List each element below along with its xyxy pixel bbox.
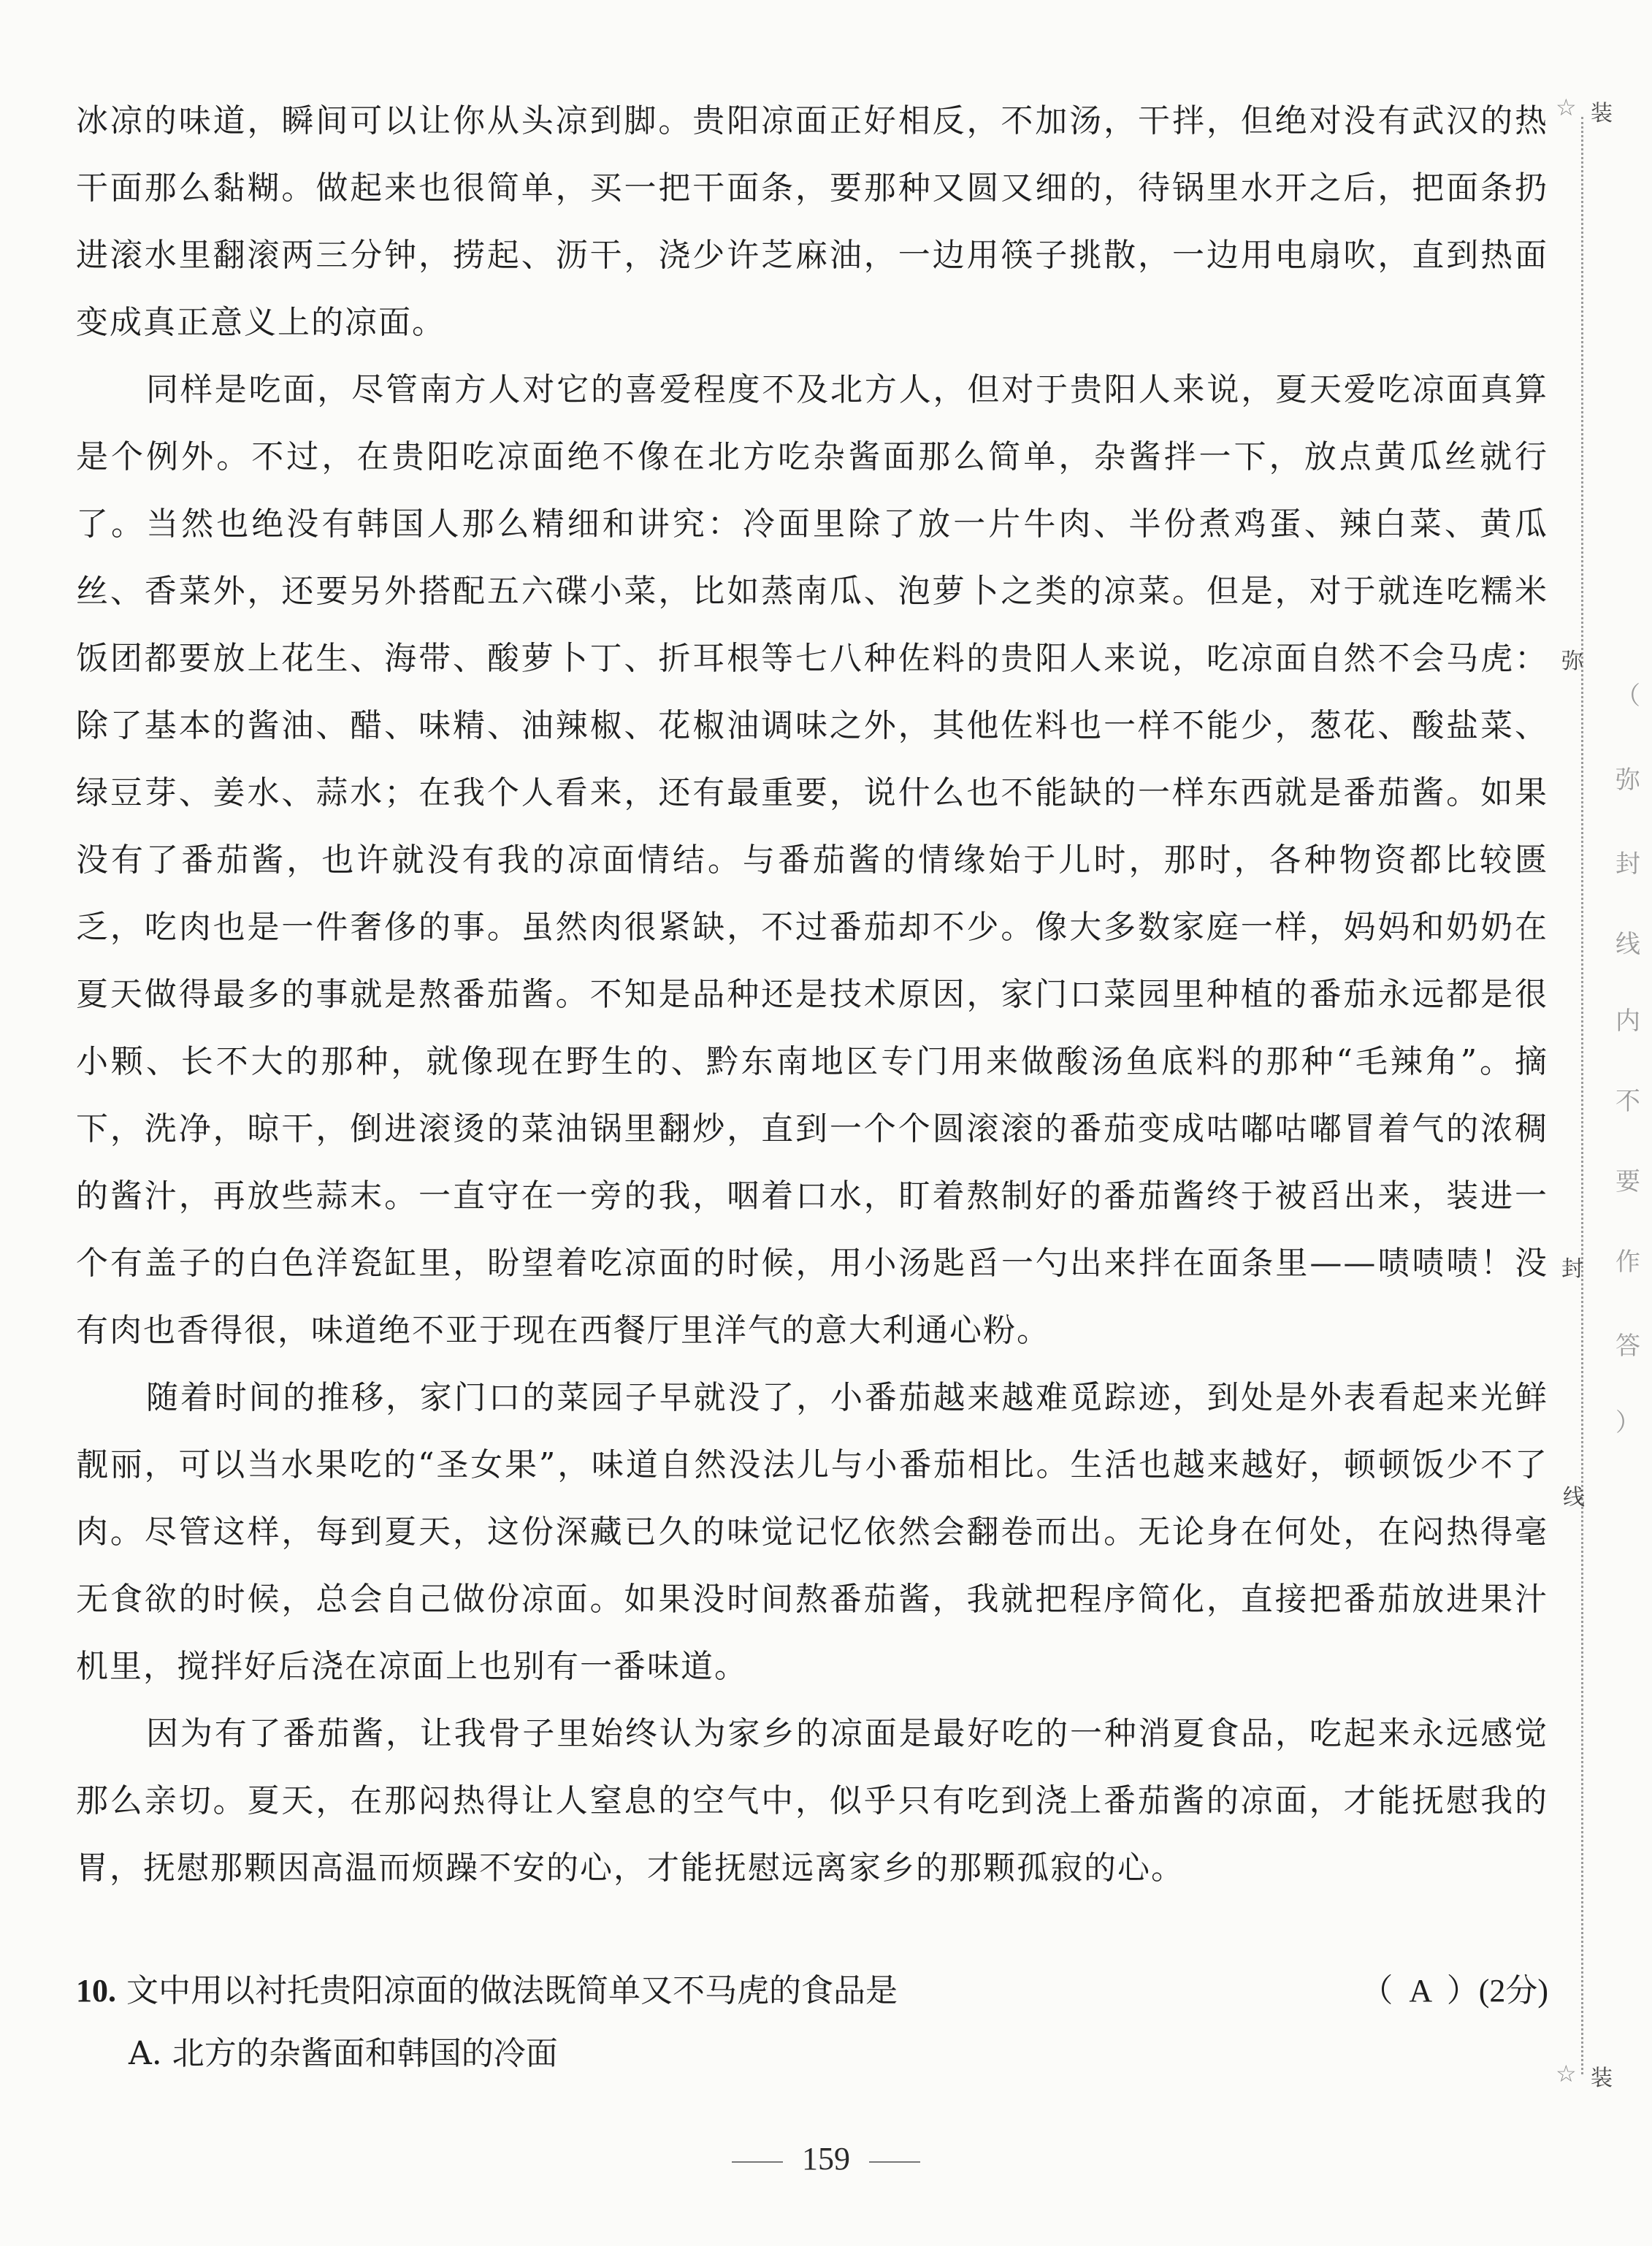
star-icon-bottom: ☆ — [1556, 2060, 1577, 2088]
binding-mi: 弥 — [1561, 649, 1583, 674]
binding-label-bottom: 装 — [1591, 2066, 1613, 2091]
faint-char-9: 答 — [1615, 1332, 1640, 1361]
star-icon-top: ☆ — [1556, 93, 1577, 121]
paragraph-2: 同样是吃面，尽管南方人对它的喜爱程度不及北方人，但对于贵阳人来说，夏天爱吃凉面真算是个例外。不过，在贵阳吃凉面绝不像在北方吃杂酱面那么简单，杂酱拌一下，放点黄瓜丝就行了。当然也绝没有韩国人那么精细和讲究：冷面里除了放一片牛肉、半份煮鸡蛋、辣白菜、黄瓜丝、香菜外，还要另外搭配五六碟小菜，比如蒸南瓜、泡萝卜之类的凉菜。但是，对于就连吃糯米饭团都要放上花生、海带、酸萝卜丁、折耳根等七八种佐料的贵阳人来说，吃凉面自然不会马虎：除了基本的酱油、醋、味精、油辣椒、花椒油调味之外，其他佐料也一样不能少，葱花、酸盐菜、绿豆芽、姜水、蒜水；在我个人看来，还有最重要，说什么也不能缺的一样东西就是番茄酱。如果没有了番茄酱，也许就没有我的凉面情结。与番茄酱的情缘始于儿时，那时，各种物资都比较匮乏，吃肉也是一件奢侈的事。虽然肉很紧缺，不过番茄却不少。像大多数家庭一样，妈妈和奶奶在夏天做得最多的事就是熬番茄酱。不知是品种还是技术原因，家门口菜园里种植的番茄永远都是很小颗、长不大的那种，就像现在野生的、黔东南地区专门用来做酸汤鱼底料的那种“毛辣角”。摘下，洗净，晾干，倒进滚烫的菜油锅里翻炒，直到一个个圆滚滚的番茄变成咕嘟咕嘟冒着气的浓稠的酱汁，再放些蒜末。一直守在一旁的我，咽着口水，盯着熬制好的番茄酱终于被舀出来，装进一个有盖子的白色洋瓷缸里，盼望着吃凉面的时候，用小汤匙舀一勺出来拌在面条里——啧啧啧！没有肉也香得很，味道绝不亚于现在西餐厅里洋气的意大利通心粉。 — [76, 371, 1548, 1349]
paragraph-4: 因为有了番茄酱，让我骨子里始终认为家乡的凉面是最好吃的一种消夏食品，吃起来永远感觉那么亲切。夏天，在那闷热得让人窒息的空气中，似乎只有吃到浇上番茄酱的凉面，才能抚慰我的胃，抚慰那颗因高温而烦躁不安的心，才能抚慰远离家乡的那颗孤寂的心。 — [76, 1715, 1548, 1887]
question-text: 文中用以衬托贵阳凉面的做法既简单又不马虎的食品是 — [126, 1972, 898, 2009]
faint-char-8: 作 — [1615, 1248, 1640, 1277]
page-number-text: 159 — [802, 2141, 850, 2177]
faint-char-1: （ — [1615, 681, 1640, 711]
faint-char-2: 弥 — [1615, 765, 1640, 795]
article-body — [76, 88, 1548, 1902]
faint-char-6: 不 — [1615, 1087, 1640, 1116]
question-10 — [76, 1969, 1548, 2013]
paragraph-3: 随着时间的推移，家门口的菜园子早就没了，小番茄越来越难觅踪迹，到处是外表看起来光鲜靓丽，可以当水果吃的“圣女果”，味道自然没法儿与小番茄相比。生活也越来越好，顿顿饭少不了肉。尽管这样，每到夏天，这份深藏已久的味觉记忆依然会翻卷而出。无论身在何处，在闷热得毫无食欲的时候，总会自己做份凉面。如果没时间熬番茄酱，我就把程序简化，直接把番茄放进果汁机里，搅拌好后浇在凉面上也别有一番味道。 — [76, 1379, 1548, 1685]
faint-char-7: 要 — [1615, 1167, 1640, 1196]
page-number — [0, 2140, 1652, 2177]
faint-char-10: ） — [1615, 1408, 1640, 1437]
option-a: A. 北方的杂酱面和韩国的冷面 — [129, 2035, 558, 2072]
page-number-dash-right — [869, 2161, 920, 2163]
binding-feng: 封 — [1561, 1256, 1583, 1282]
question-stem — [76, 1969, 898, 2013]
binding-xian: 线 — [1563, 1485, 1585, 1510]
faint-char-3: 封 — [1615, 849, 1640, 879]
question-number: 10. — [76, 1973, 116, 2009]
binding-label-top: 装 — [1591, 101, 1613, 126]
faint-char-5: 内 — [1615, 1007, 1640, 1036]
binding-dotted-line — [1581, 117, 1583, 2074]
faint-char-4: 线 — [1615, 930, 1640, 959]
paragraph-1: 冰凉的味道，瞬间可以让你从头凉到脚。贵阳凉面正好相反，不加汤，干拌，但绝对没有武汉的热干面那么黏糊。做起来也很简单，买一把干面条，要那种又圆又细的，待锅里水开之后，把面条扔进滚水里翻滚两三分钟，捞起、沥干，浇少许芝麻油，一边用筷子挑散，一边用电扇吹，直到热面变成真正意义上的凉面。 — [76, 102, 1548, 341]
page-number-dash-left — [732, 2161, 783, 2163]
question-answer: （ A ）(2分) — [1361, 1973, 1548, 2009]
